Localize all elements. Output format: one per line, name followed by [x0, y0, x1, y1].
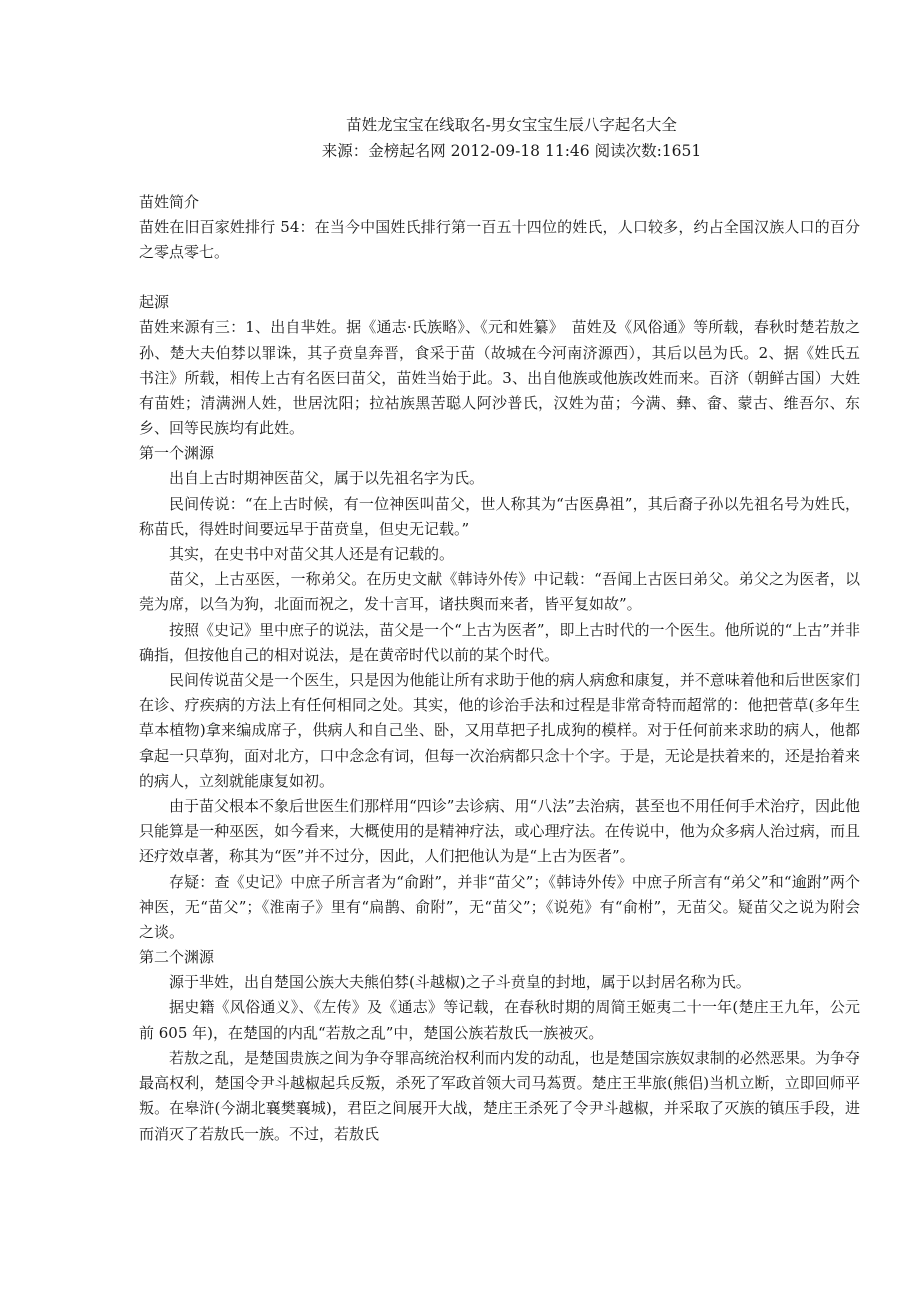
- source1-paragraph: 按照《史记》里中庶子的说法，苗父是一个“上古为医者”，即上古时代的一个医生。他所说的“上古”并非确指，但按他自己的相对说法，是在黄帝时代以前的某个时代。: [139, 620, 860, 664]
- document-title: 苗姓龙宝宝在线取名-男女宝宝生辰八字起名大全: [346, 116, 677, 134]
- source1-paragraph: 民间传说：“在上古时候，有一位神医叫苗父，世人称其为“古医鼻祖”，其后裔子孙以先祖名号为姓氏，称苗氏，得姓时间要远早于苗贲皇，但史无记载。”: [139, 494, 860, 538]
- source2-heading: 第二个渊源: [139, 948, 215, 967]
- source2-paragraph: 源于芈姓，出自楚国公族大夫熊伯棼(斗越椒)之子斗贲皇的封地，属于以封居名称为氏。: [169, 973, 751, 992]
- document-meta: 来源：金榜起名网 2012-09-18 11:46 阅读次数:1651: [321, 142, 702, 160]
- intro-paragraph: 苗姓在旧百家姓排行 54：在当今中国姓氏排行第一百五十四位的姓氏，人口较多，约占全国汉族人口的百分之零点零七。: [139, 218, 860, 262]
- source2-paragraph: 若敖之乱，是楚国贵族之间为争夺罪高统治权利而内发的动乱，也是楚国宗族奴隶制的必然恶果。为争夺最高权利，楚国令尹斗越椒起兵反叛，杀死了军政首领大司马蒍贾。楚庄王芈旅(熊侣)当机立断，立即回师平叛。在皋浒(今湖北襄樊襄城)，君臣之间展开大战，楚庄王杀死了令尹斗越椒，并采取了灭族的镇压手段，进而消灭了若敖氏一族。不过，若敖氏: [139, 1048, 860, 1143]
- source1-paragraph: 存疑：查《史记》中庶子所言者为“俞跗”，并非“苗父”；《韩诗外传》中庶子所言有“弟父”和“逾跗”两个神医，无“苗父”；《淮南子》里有“扁鹊、俞附”，无“苗父”；《说苑》有“俞柎”，无苗父。疑苗父之说为附会之谈。: [139, 872, 860, 942]
- intro-heading: 苗姓简介: [139, 193, 200, 211]
- source1-paragraph: 由于苗父根本不象后世医生们那样用“四诊”去诊病、用“八法”去治病，甚至也不用任何手术治疗，因此他只能算是一种巫医，如今看来，大概使用的是精神疗法，或心理疗法。在传说中，他为众多病人治过病，而且还疗效卓著，称其为“医”并不过分，因此，人们把他认为是“上古为医者”。: [139, 797, 860, 866]
- source2-paragraph: 据史籍《风俗通义》、《左传》及《通志》等记载，在春秋时期的周简王姬夷二十一年(楚庄王九年，公元前 605 年)，在楚国的内乱“若敖之乱”中，楚国公族若敖氏一族被灭。: [139, 998, 860, 1042]
- origin-heading: 起源: [139, 293, 170, 312]
- source1-paragraph: 苗父，上古巫医，一称弟父。在历史文献《韩诗外传》中记载：“吾闻上古医曰弟父。弟父之为医者，以莞为席，以刍为狗，北面而祝之，发十言耳，诸扶舆而来者，皆平复如故”。: [139, 570, 860, 614]
- origin-paragraph: 苗姓来源有三：1、出自芈姓。据《通志·氏族略》、《元和姓纂》 苗姓及《风俗通》等所载，春秋时楚若敖之孙、楚大夫伯棼以罪诛，其子贲皇奔晋，食采于苗（故城在今河南济源西），其后以邑为氏。2、据《姓氏五书注》所载，相传上古有名医曰苗父，苗姓当始于此。3、出自他族或他族改姓而来。百济（朝鲜古国）大姓有苗姓；清满洲人姓，世居沈阳；拉祜族黑苦聪人阿沙普氏，汉姓为苗；今满、彝、畲、蒙古、维吾尔、东乡、回等民族均有此姓。: [139, 318, 860, 438]
- section-gap: [139, 265, 860, 290]
- source1-paragraph: 民间传说苗父是一个医生，只是因为他能让所有求助于他的病人病愈和康复，并不意味着他和后世医家们在诊、疗疾病的方法上有任何相同之处。其实，他的诊治手法和过程是非常奇特而超常的：他把菅草(多年生草本植物)拿来编成席子，供病人和自己坐、卧，又用草把子扎成狗的模样。对于任何前来求助的病人，他都拿起一只草狗，面对北方，口中念念有词，但每一次治病都只念十个字。于是，无论是扶着来的，还是抬着来的病人，立刻就能康复如初。: [139, 671, 860, 790]
- source1-paragraph: 出自上古时期神医苗父，属于以先祖名字为氏。: [169, 469, 485, 488]
- source1-heading: 第一个渊源: [139, 444, 215, 463]
- source1-paragraph: 其实，在史书中对苗父其人还是有记载的。: [169, 545, 455, 564]
